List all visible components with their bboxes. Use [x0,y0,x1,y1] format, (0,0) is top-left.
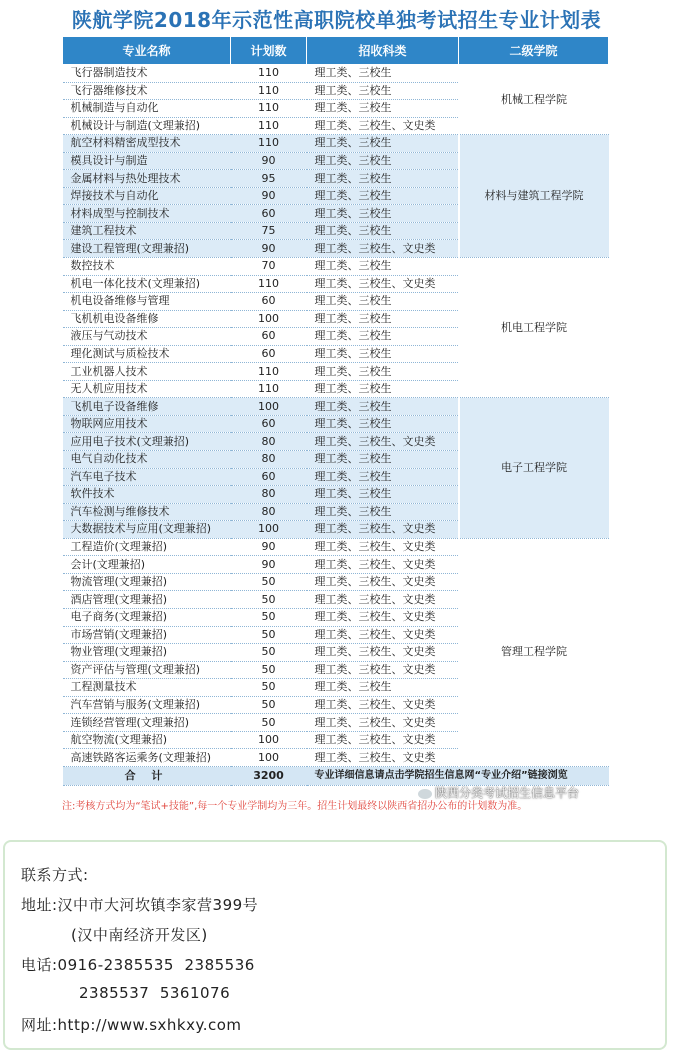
header-category: 招收科类 [307,37,459,65]
major-name-cell: 连锁经营管理(文理兼招) [63,714,231,732]
plan-count-cell: 60 [231,293,307,311]
plan-count-cell: 100 [231,521,307,539]
category-cell: 理工类、三校生 [307,170,459,188]
plan-count-cell: 75 [231,222,307,240]
college-cell: 电子工程学院 [459,398,609,538]
category-cell: 理工类、三校生、文史类 [307,240,459,258]
college-cell: 机械工程学院 [459,65,609,135]
table-row [63,398,609,416]
major-name-cell: 飞机电子设备维修 [63,398,231,416]
plan-count-cell: 50 [231,626,307,644]
plan-count-cell: 60 [231,205,307,223]
category-cell: 理工类、三校生、文史类 [307,749,459,767]
plan-count-cell: 50 [231,644,307,662]
category-cell: 理工类、三校生、文史类 [307,644,459,662]
plan-count-cell: 110 [231,135,307,153]
enrollment-plan-table [62,36,609,786]
major-name-cell: 机电设备维修与管理 [63,293,231,311]
plan-count-cell: 110 [231,65,307,83]
category-cell: 理工类、三校生 [307,205,459,223]
plan-count-cell: 60 [231,328,307,346]
category-cell: 理工类、三校生 [307,82,459,100]
major-name-cell: 理化测试与质检技术 [63,345,231,363]
major-name-cell: 酒店管理(文理兼招) [63,591,231,609]
plan-count-cell: 110 [231,117,307,135]
category-cell: 理工类、三校生 [307,468,459,486]
college-cell: 管理工程学院 [459,538,609,766]
major-name-cell: 无人机应用技术 [63,380,231,398]
category-cell: 理工类、三校生、文史类 [307,626,459,644]
plan-count-cell: 50 [231,714,307,732]
category-cell: 理工类、三校生、文史类 [307,714,459,732]
watermark [418,784,579,801]
major-name-cell: 电气自动化技术 [63,451,231,469]
plan-count-cell: 80 [231,486,307,504]
plan-count-cell: 100 [231,731,307,749]
table-header-row [63,37,609,65]
plan-count-cell: 90 [231,556,307,574]
plan-count-cell: 90 [231,240,307,258]
category-cell: 理工类、三校生 [307,135,459,153]
category-cell: 理工类、三校生、文史类 [307,433,459,451]
category-cell: 理工类、三校生 [307,363,459,381]
total-row [63,766,609,785]
table-row [63,538,609,556]
plan-count-cell: 70 [231,258,307,276]
category-cell: 理工类、三校生 [307,152,459,170]
major-name-cell: 飞机机电设备维修 [63,310,231,328]
plan-count-cell: 110 [231,380,307,398]
major-name-cell: 高速铁路客运乘务(文理兼招) [63,749,231,767]
category-cell: 理工类、三校生、文史类 [307,661,459,679]
major-name-cell: 建筑工程技术 [63,222,231,240]
total-note: 专业详细信息请点击学院招生信息网“专业介绍”链接浏览 [307,766,609,785]
major-name-cell: 航空物流(文理兼招) [63,731,231,749]
major-name-cell: 焊接技术与自动化 [63,187,231,205]
category-cell: 理工类、三校生 [307,258,459,276]
table-body [63,65,609,786]
category-cell: 理工类、三校生 [307,451,459,469]
major-name-cell: 模具设计与制造 [63,152,231,170]
plan-count-cell: 110 [231,100,307,118]
contact-box [3,840,667,1050]
plan-count-cell: 50 [231,661,307,679]
major-name-cell: 数控技术 [63,258,231,276]
major-name-cell: 航空材料精密成型技术 [63,135,231,153]
college-cell: 材料与建筑工程学院 [459,135,609,258]
major-name-cell: 建设工程管理(文理兼招) [63,240,231,258]
category-cell: 理工类、三校生、文史类 [307,275,459,293]
plan-count-cell: 110 [231,363,307,381]
category-cell: 理工类、三校生、文史类 [307,608,459,626]
plan-count-cell: 90 [231,538,307,556]
category-cell: 理工类、三校生 [307,187,459,205]
category-cell: 理工类、三校生、文史类 [307,538,459,556]
major-name-cell: 物流管理(文理兼招) [63,573,231,591]
major-name-cell: 汽车电子技术 [63,468,231,486]
category-cell: 理工类、三校生 [307,380,459,398]
total-plan: 3200 [231,766,307,785]
header-college: 二级学院 [459,37,609,65]
plan-count-cell: 80 [231,503,307,521]
category-cell: 理工类、三校生、文史类 [307,573,459,591]
major-name-cell: 会计(文理兼招) [63,556,231,574]
major-name-cell: 工业机器人技术 [63,363,231,381]
major-name-cell: 飞行器制造技术 [63,65,231,83]
major-name-cell: 工程造价(文理兼招) [63,538,231,556]
college-cell: 机电工程学院 [459,258,609,398]
plan-count-cell: 60 [231,415,307,433]
category-cell: 理工类、三校生 [307,398,459,416]
major-name-cell: 机械设计与制造(文理兼招) [63,117,231,135]
major-name-cell: 资产评估与管理(文理兼招) [63,661,231,679]
plan-count-cell: 100 [231,310,307,328]
plan-count-cell: 90 [231,187,307,205]
category-cell: 理工类、三校生、文史类 [307,556,459,574]
major-name-cell: 应用电子技术(文理兼招) [63,433,231,451]
major-name-cell: 工程测量技术 [63,679,231,697]
plan-count-cell: 80 [231,433,307,451]
total-label: 合 计 [63,766,231,785]
contact-address: 地址:汉中市大河坎镇李家营399号 [21,896,259,914]
contact-address-sub: (汉中南经济开发区) [71,926,208,944]
plan-count-cell: 60 [231,345,307,363]
category-cell: 理工类、三校生 [307,503,459,521]
table-row [63,65,609,83]
plan-count-cell: 100 [231,398,307,416]
major-name-cell: 市场营销(文理兼招) [63,626,231,644]
contact-heading: 联系方式: [21,866,89,884]
category-cell: 理工类、三校生 [307,293,459,311]
major-name-cell: 液压与气动技术 [63,328,231,346]
category-cell: 理工类、三校生 [307,415,459,433]
category-cell: 理工类、三校生、文史类 [307,731,459,749]
major-name-cell: 金属材料与热处理技术 [63,170,231,188]
category-cell: 理工类、三校生、文史类 [307,521,459,539]
category-cell: 理工类、三校生 [307,222,459,240]
plan-count-cell: 50 [231,696,307,714]
plan-count-cell: 110 [231,275,307,293]
plan-count-cell: 110 [231,82,307,100]
category-cell: 理工类、三校生、文史类 [307,117,459,135]
category-cell: 理工类、三校生 [307,345,459,363]
page-title: 陕航学院2018年示范性高职院校单独考试招生专业计划表 [71,8,602,32]
contact-phone-more: 2385537 5361076 [79,984,231,1002]
category-cell: 理工类、三校生 [307,328,459,346]
plan-count-cell: 50 [231,591,307,609]
major-name-cell: 汽车营销与服务(文理兼招) [63,696,231,714]
category-cell: 理工类、三校生、文史类 [307,591,459,609]
header-major: 专业名称 [63,37,231,65]
footnote: 注:考核方式均为“笔试+技能”,每一个专业学制均为三年。招生计划最终以陕西省招办公布的计划数为准。 [62,801,528,812]
table-row [63,135,609,153]
category-cell: 理工类、三校生 [307,310,459,328]
major-name-cell: 材料成型与控制技术 [63,205,231,223]
watermark-text: 陕西分类考试招生信息平台 [435,786,580,800]
plan-count-cell: 50 [231,679,307,697]
category-cell: 理工类、三校生 [307,65,459,83]
header-plan: 计划数 [231,37,307,65]
contact-website[interactable]: 网址:http://www.sxhkxy.com [21,1016,242,1034]
plan-count-cell: 80 [231,451,307,469]
major-name-cell: 机电一体化技术(文理兼招) [63,275,231,293]
plan-count-cell: 90 [231,152,307,170]
major-name-cell: 机械制造与自动化 [63,100,231,118]
category-cell: 理工类、三校生 [307,100,459,118]
major-name-cell: 软件技术 [63,486,231,504]
plan-count-cell: 100 [231,749,307,767]
wechat-icon [418,789,432,799]
category-cell: 理工类、三校生 [307,679,459,697]
category-cell: 理工类、三校生、文史类 [307,696,459,714]
plan-count-cell: 95 [231,170,307,188]
plan-count-cell: 50 [231,608,307,626]
major-name-cell: 飞行器维修技术 [63,82,231,100]
contact-phone: 电话:0916-2385535 2385536 [21,956,255,974]
major-name-cell: 物联网应用技术 [63,415,231,433]
table-row [63,258,609,276]
plan-count-cell: 50 [231,573,307,591]
plan-count-cell: 60 [231,468,307,486]
major-name-cell: 物业管理(文理兼招) [63,644,231,662]
major-name-cell: 电子商务(文理兼招) [63,608,231,626]
major-name-cell: 汽车检测与维修技术 [63,503,231,521]
category-cell: 理工类、三校生 [307,486,459,504]
major-name-cell: 大数据技术与应用(文理兼招) [63,521,231,539]
